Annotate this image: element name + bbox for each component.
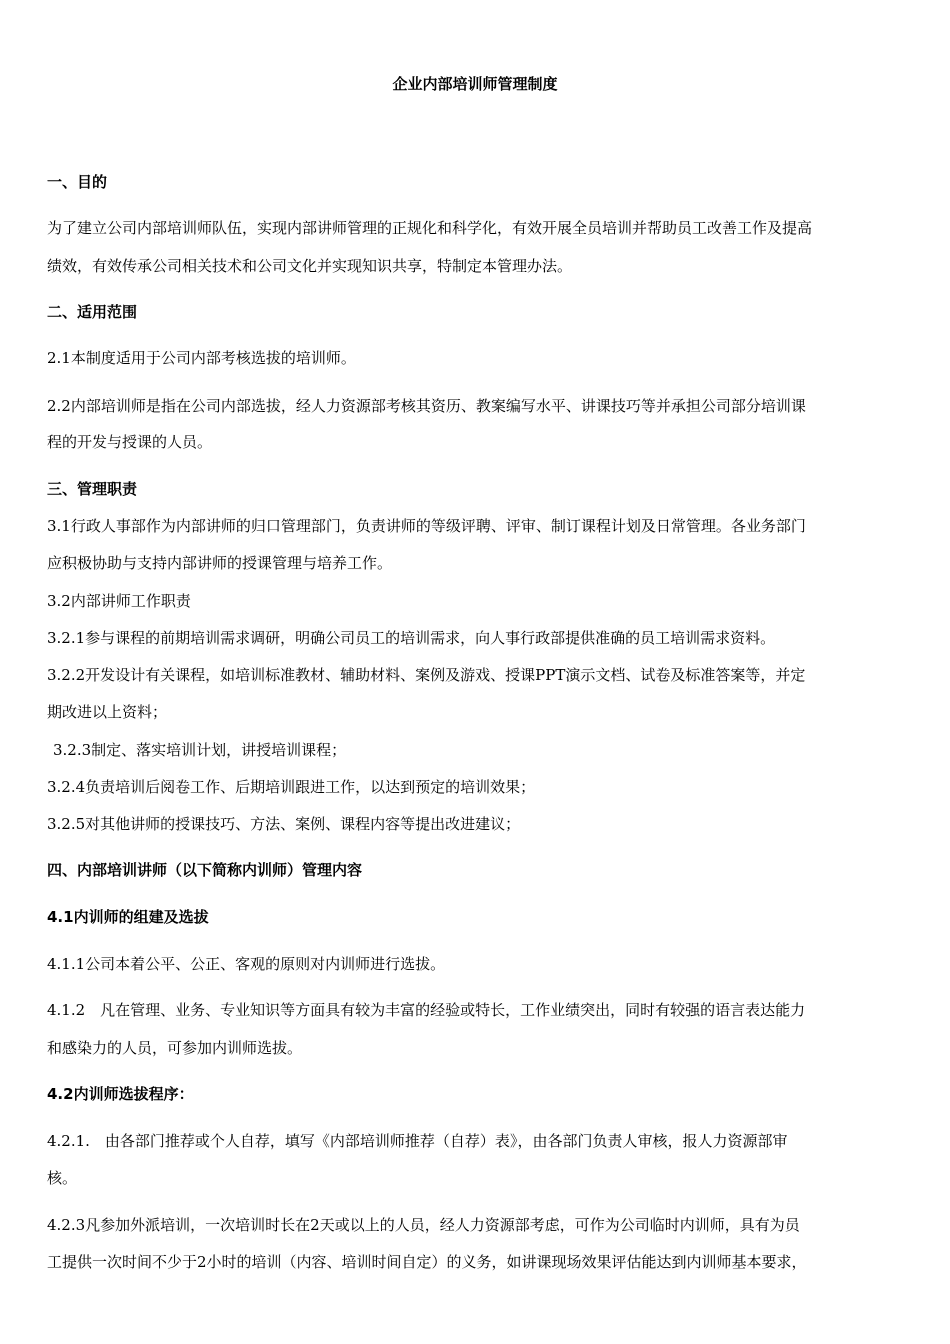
paragraph-line: 3.2.1参与课程的前期培训需求调研，明确公司员工的培训需求，向人事行政部提供准确的员工培训需求资料。: [47, 629, 776, 647]
paragraph-line: 4.2.1. 由各部门推荐或个人自荐，填写《内部培训师推荐（自荐）表》，由各部门负责人审核，报人力资源部审: [47, 1132, 788, 1150]
section-heading-purpose: 一、目的: [47, 173, 108, 191]
paragraph-line: 3.2.4负责培训后阅卷工作、后期培训跟进工作，以达到预定的培训效果；: [47, 778, 536, 796]
section-heading-scope: 二、适用范围: [47, 303, 138, 321]
paragraph-line: 2.1本制度适用于公司内部考核选拔的培训师。: [47, 349, 356, 367]
section-heading-management: 四、内部培训讲师（以下简称内训师）管理内容: [47, 861, 363, 879]
paragraph-line: 为了建立公司内部培训师队伍，实现内部讲师管理的正规化和科学化，有效开展全员培训并帮助员工改善工作及提高: [47, 219, 813, 237]
paragraph-line: 期改进以上资料；: [47, 703, 168, 721]
subsection-heading: 4.2内训师选拔程序：: [47, 1085, 194, 1103]
paragraph-line: 工提供一次时间不少于2小时的培训（内容、培训时间自定）的义务，如讲课现场效果评估能达到内训师基本要求，: [47, 1253, 807, 1271]
paragraph-line: 3.2.5对其他讲师的授课技巧、方法、案例、课程内容等提出改进建议；: [47, 815, 521, 833]
paragraph-line: 4.1.1公司本着公平、公正、客观的原则对内训师进行选拔。: [47, 955, 446, 973]
paragraph-line: 4.1.2 凡在管理、业务、专业知识等方面具有较为丰富的经验或特长，工作业绩突出，同时有较强的语言表达能力: [47, 1001, 806, 1019]
paragraph-line: 4.2.3凡参加外派培训，一次培训时长在2天或以上的人员，经人力资源部考虑，可作为公司临时内训师，具有为员: [47, 1216, 800, 1234]
document-title: 企业内部培训师管理制度: [392, 75, 558, 93]
section-heading-responsibilities: 三、管理职责: [47, 480, 138, 498]
subsection-heading: 4.1内训师的组建及选拔: [47, 908, 209, 926]
paragraph-line: 和感染力的人员，可参加内训师选拔。: [47, 1039, 303, 1057]
paragraph-line: 应积极协助与支持内部讲师的授课管理与培养工作。: [47, 554, 393, 572]
paragraph-line: 3.2内部讲师工作职责: [47, 592, 191, 610]
paragraph-line: 核。: [47, 1169, 78, 1187]
paragraph-line: 3.1行政人事部作为内部讲师的归口管理部门，负责讲师的等级评聘、评审、制订课程计划及日常管理。各业务部门: [47, 517, 806, 535]
paragraph-line: 程的开发与授课的人员。: [47, 433, 213, 451]
paragraph-line: 3.2.3制定、落实培训计划，讲授培训课程；: [53, 741, 347, 759]
paragraph-line: 3.2.2开发设计有关课程，如培训标准教材、辅助材料、案例及游戏、授课PPT演示文档、试卷及标准答案等，并定: [47, 666, 806, 684]
paragraph-line: 绩效，有效传承公司相关技术和公司文化并实现知识共享，特制定本管理办法。: [47, 257, 573, 275]
paragraph-line: 2.2内部培训师是指在公司内部选拔，经人力资源部考核其资历、教案编写水平、讲课技巧等并承担公司部分培训课: [47, 397, 806, 415]
